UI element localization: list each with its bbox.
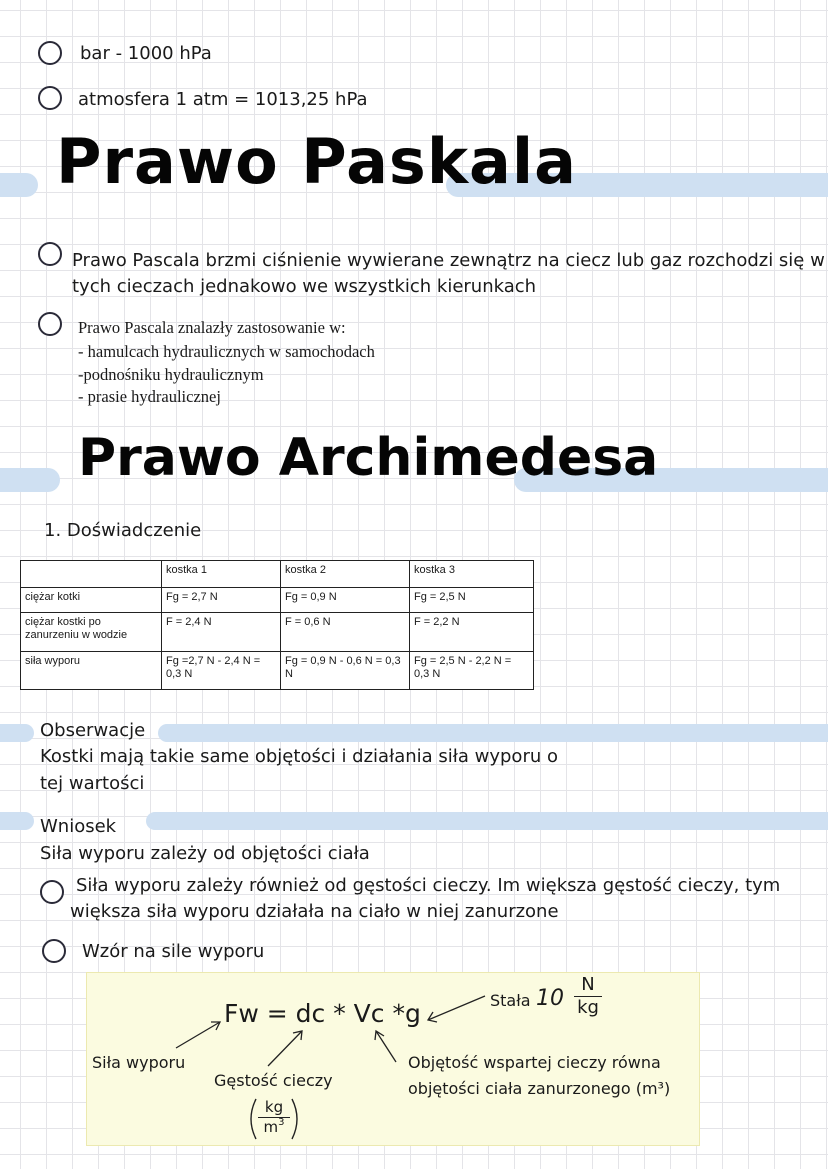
table-cell: ciężar kostki po zanurzeniu w wodzie (21, 613, 162, 652)
table-cell: Fg = 0,9 N (281, 588, 410, 613)
formula-title: Wzór na sile wyporu (82, 941, 265, 962)
application-item: - hamulcach hydraulicznych w samochodach (78, 342, 375, 361)
constant-label: Stała (490, 991, 531, 1010)
application-item: -podnośniku hydraulicznym (78, 365, 264, 384)
section-band-left (0, 724, 34, 742)
heading-band-left (0, 468, 60, 492)
density-label: Gęstość cieczy (214, 1071, 333, 1090)
volume-line2: objętości ciała zanurzonego (m³) (408, 1079, 671, 1098)
density-line1: Siła wyporu zależy również od gęstości cieczy. Im większa gęstość cieczy, tym (76, 875, 781, 896)
density-line2: większa siła wyporu działała na ciało w niej zanurzone (70, 901, 559, 922)
constant-fraction (574, 974, 602, 1019)
conclusion-title: Wniosek (40, 816, 117, 837)
section-band-right (146, 812, 828, 830)
buoyancy-label: Siła wyporu (92, 1053, 186, 1072)
bullet-circle-icon (38, 312, 62, 336)
bullet-circle-icon (42, 939, 66, 963)
section-band-left (0, 812, 34, 830)
table-cell: Fg =2,7 N - 2,4 N = 0,3 N (162, 652, 281, 690)
applications-title: Prawo Pascala znalazły zastosowanie w: (78, 318, 346, 337)
unit-atm-text: atmosfera 1 atm = 1013,25 hPa (78, 89, 368, 110)
pascal-heading: Prawo Paskala (56, 125, 577, 198)
heading-band-left (0, 173, 38, 197)
bullet-circle-icon (40, 880, 64, 904)
table-header-cell: kostka 2 (281, 561, 410, 588)
bullet-circle-icon (38, 86, 62, 110)
archimedes-heading: Prawo Archimedesa (78, 428, 659, 488)
bullet-circle-icon (38, 242, 62, 266)
unit-bar-text: bar - 1000 hPa (80, 43, 212, 64)
table-cell: Fg = 2,5 N (410, 588, 534, 613)
density-unit (248, 1096, 300, 1142)
table-header-cell (21, 561, 162, 588)
table-header-cell: kostka 1 (162, 561, 281, 588)
table-header-row (21, 561, 534, 588)
volume-line1: Objętość wspartej cieczy równa (408, 1053, 661, 1072)
table-row (21, 588, 534, 613)
application-item: - prasie hydraulicznej (78, 387, 221, 406)
density-unit-denominator: m (263, 1118, 279, 1136)
experiment-table (20, 560, 534, 690)
table-cell: Fg = 2,7 N (162, 588, 281, 613)
constant-denominator: kg (577, 997, 599, 1018)
table-cell: F = 0,6 N (281, 613, 410, 652)
table-cell: Fg = 2,5 N - 2,2 N = 0,3 N (410, 652, 534, 690)
table-cell: siła wyporu (21, 652, 162, 690)
constant-numerator: N (574, 974, 602, 997)
table-row (21, 613, 534, 652)
observations-line2: tej wartości (40, 773, 145, 794)
observations-line1: Kostki mają takie same objętości i działania siła wyporu o (40, 746, 558, 767)
observations-title: Obserwacje (40, 720, 146, 741)
section-band-right (158, 724, 828, 742)
pascal-statement-line1: Prawo Pascala brzmi ciśnienie wywierane zewnątrz na ciecz lub gaz rozchodzi się w (72, 250, 825, 271)
table-cell: F = 2,4 N (162, 613, 281, 652)
table-row (21, 652, 534, 690)
table-cell: Fg = 0,9 N - 0,6 N = 0,3 N (281, 652, 410, 690)
bullet-circle-icon (38, 41, 62, 65)
table-header-cell: kostka 3 (410, 561, 534, 588)
experiment-title: 1. Doświadczenie (44, 520, 202, 541)
density-unit-exponent: 3 (278, 1117, 285, 1128)
table-cell: ciężar kotki (21, 588, 162, 613)
table-cell: F = 2,2 N (410, 613, 534, 652)
density-unit-numerator: kg (258, 1098, 290, 1118)
pascal-statement-line2: tych cieczach jednakowo we wszystkich kierunkach (72, 276, 537, 297)
formula-equation: Fw = dc * Vc *g (224, 999, 421, 1028)
constant-value: 10 (536, 986, 564, 1011)
conclusion-text: Siła wyporu zależy od objętości ciała (40, 843, 370, 864)
